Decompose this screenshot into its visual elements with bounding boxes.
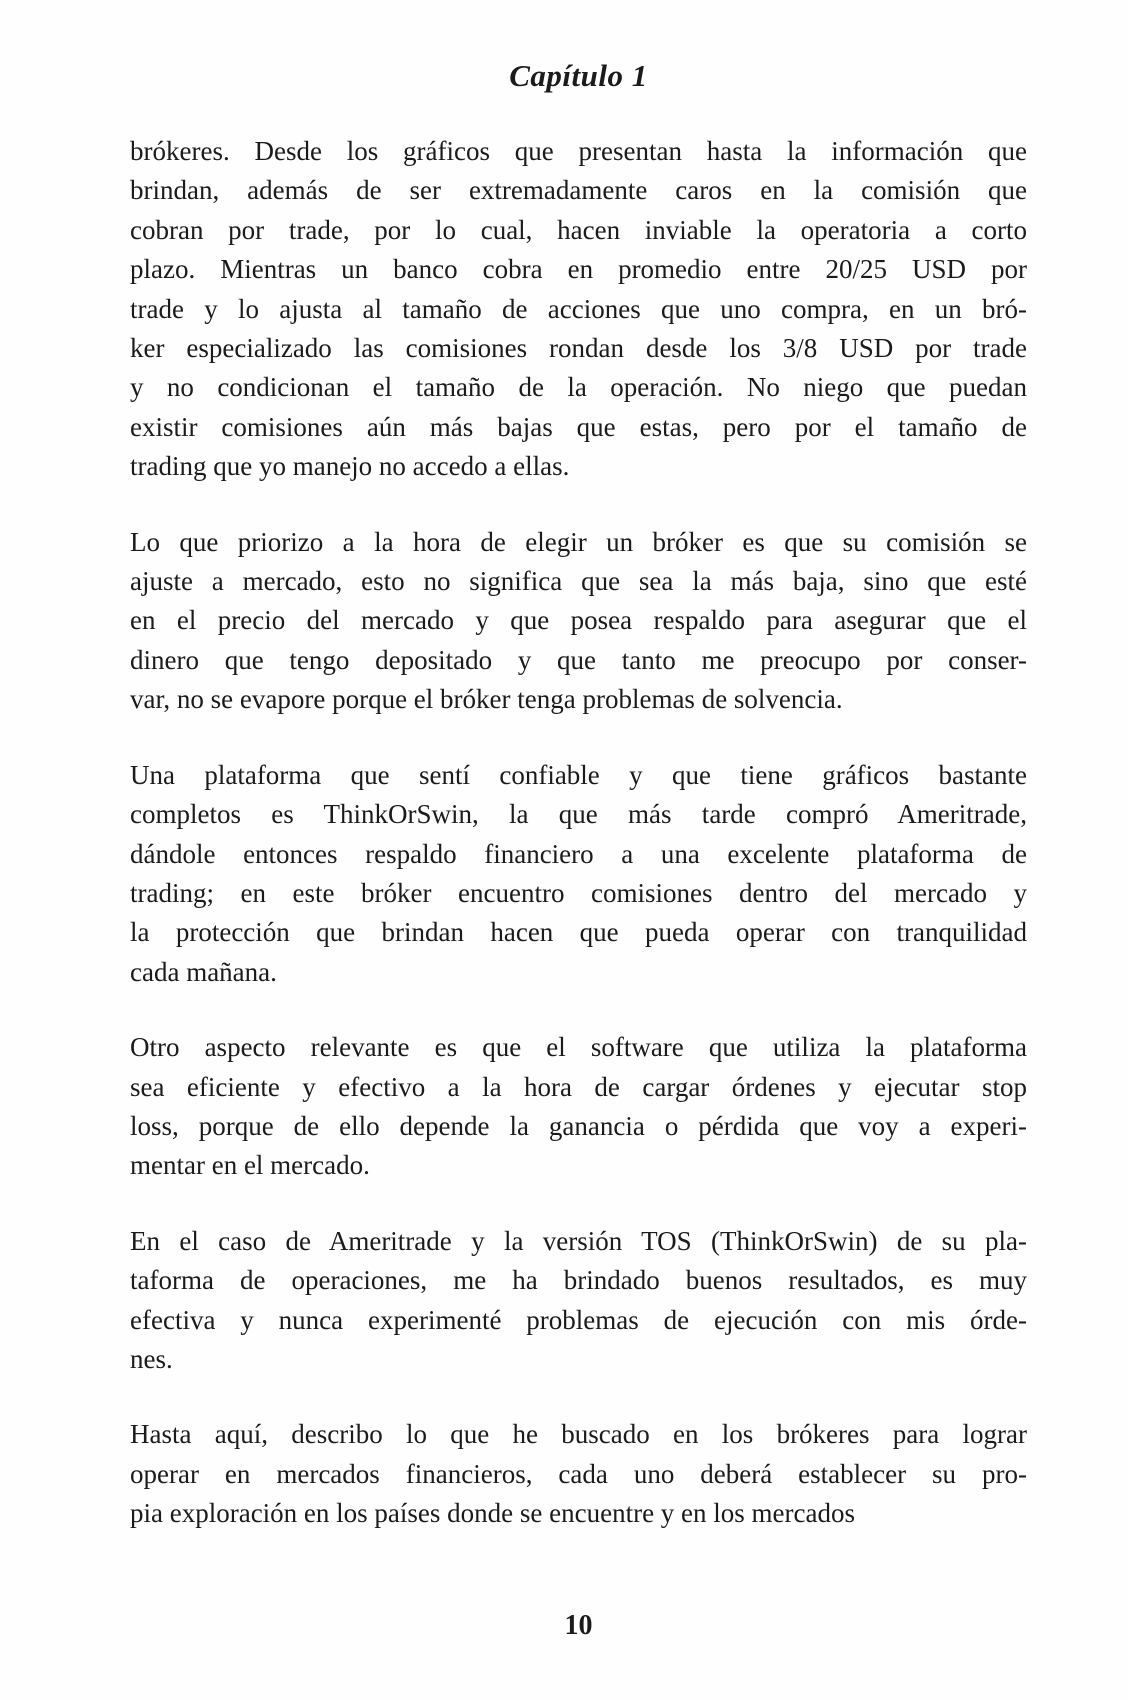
text-line: y no condicionan el tamaño de la operación. No niego que puedan [130, 372, 1027, 403]
text-line: en el precio del mercado y que posea respaldo para asegurar que el [130, 605, 1027, 636]
text-line: En el caso de Ameritrade y la versión TOS (ThinkOrSwin) de su pla- [130, 1225, 1027, 1256]
text-line: mentar en el mercado. [130, 1150, 370, 1181]
paragraph [130, 523, 1027, 720]
text-line: existir comisiones aún más bajas que estas, pero por el tamaño de [130, 411, 1027, 442]
text-line: taforma de operaciones, me ha brindado buenos resultados, es muy [130, 1265, 1027, 1296]
text-line: cada mañana. [130, 956, 277, 987]
text-line: efectiva y nunca experimenté problemas de ejecución con mis órde- [130, 1304, 1027, 1335]
chapter-heading: Capítulo 1 [509, 58, 648, 93]
text-line: dándole entonces respaldo financiero a una excelente plataforma de [130, 838, 1027, 869]
paragraph [130, 1415, 1027, 1533]
text-line: dinero que tengo depositado y que tanto me preocupo por conser- [130, 644, 1027, 675]
text-line: cobran por trade, por lo cual, hacen inviable la operatoria a corto [130, 214, 1027, 245]
text-line: plazo. Mientras un banco cobra en promedio entre 20/25 USD por [130, 254, 1027, 285]
text-line: trade y lo ajusta al tamaño de acciones que uno compra, en un bró- [130, 293, 1027, 324]
text-line: la protección que brindan hacen que pueda operar con tranquilidad [130, 917, 1027, 948]
text-line: loss, porque de ello depende la ganancia o pérdida que voy a experi- [130, 1110, 1027, 1141]
text-line: Lo que priorizo a la hora de elegir un bróker es que su comisión se [130, 526, 1027, 557]
text-line: trading; en este bróker encuentro comisiones dentro del mercado y [130, 877, 1027, 908]
text-line: Otro aspecto relevante es que el software que utiliza la plataforma [130, 1032, 1027, 1063]
paragraph [130, 1222, 1027, 1380]
text-line: sea eficiente y efectivo a la hora de cargar órdenes y ejecutar stop [130, 1071, 1027, 1102]
text-line: nes. [130, 1343, 173, 1374]
page-number: 10 [564, 1610, 593, 1641]
text-line: completos es ThinkOrSwin, la que más tarde compró Ameritrade, [130, 799, 1027, 830]
text-line: brókeres. Desde los gráficos que presentan hasta la información que [130, 136, 1027, 166]
paragraph [130, 132, 1027, 487]
text-line: ker especializado las comisiones rondan desde los 3/8 USD por trade [130, 333, 1027, 364]
text-line: operar en mercados financieros, cada uno deberá establecer su pro- [130, 1458, 1027, 1489]
text-line: pia exploración en los países donde se encuentre y en los mercados [130, 1498, 856, 1529]
body-text [130, 132, 1027, 1534]
text-line: trading que yo manejo no accedo a ellas. [130, 451, 570, 482]
text-line: ajuste a mercado, esto no significa que sea la más baja, sino que esté [130, 566, 1027, 597]
text-line: var, no se evapore porque el bróker tenga problemas de solvencia. [130, 684, 843, 715]
text-line: Una plataforma que sentí confiable y que tiene gráficos bastante [130, 759, 1027, 790]
paragraph [130, 1028, 1027, 1186]
text-line: brindan, además de ser extremadamente caros en la comisión que [130, 175, 1027, 206]
paragraph [130, 756, 1027, 992]
text-line: Hasta aquí, describo lo que he buscado en los brókeres para lograr [130, 1419, 1027, 1450]
